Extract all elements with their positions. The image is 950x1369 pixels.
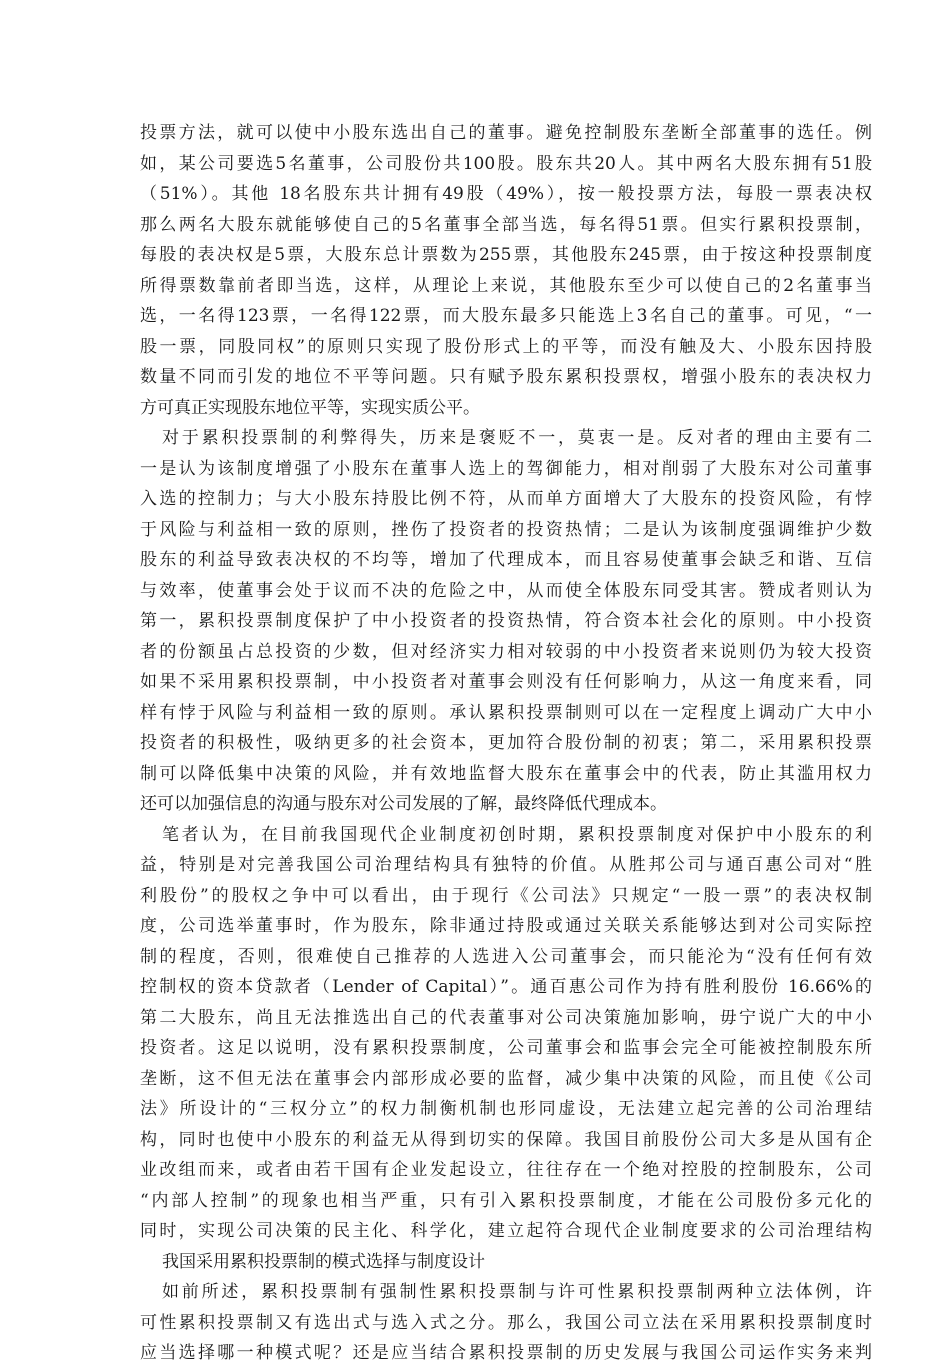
paragraph-cumulative-voting-example [140, 118, 872, 423]
text-line: 那么两名大股东就能够使自己的5名董事全部当选，每名得51票。但实行累积投票制， [140, 214, 872, 235]
text-line: 益，特别是对完善我国公司治理结构具有独特的价值。从胜邦公司与通百惠公司对“胜 [140, 855, 872, 875]
text-line: 垄断，这不但无法在董事会内部形成必要的监督，减少集中决策的风险，而且使《公司 [140, 1068, 872, 1089]
text-line: 如，某公司要选5名董事，公司股份共100股。股东共20人。其中两名大股东拥有51股 [140, 153, 872, 174]
text-line: 业改组而来，或者由若干国有企业发起设立，往往存在一个绝对控股的控制股东，公司 [140, 1160, 872, 1180]
text-line: 第一，累积投票制度保护了中小投资者的投资热情，符合资本社会化的原则。中小投资 [140, 611, 872, 631]
text-line: 投票方法，就可以使中小股东选出自己的董事。避免控制股东垄断全部董事的选任。例 [140, 123, 872, 143]
text-line: 数量不同而引发的地位不平等问题。只有赋予股东累积投票权，增强小股东的表决权力 [140, 367, 872, 387]
text-line: 对于累积投票制的利弊得失，历来是褒贬不一，莫衷一是。反对者的理由主要有二 [162, 428, 872, 448]
text-line: 如前所述，累积投票制有强制性累积投票制与许可性累积投票制两种立法体例，许 [162, 1282, 872, 1302]
text-line: 利股份”的股权之争中可以看出，由于现行《公司法》只规定“一股一票”的表决权制 [140, 885, 872, 906]
text-line: 样有悖于风险与利益相一致的原则。承认累积投票制则可以在一定程度上调动广大中小 [140, 702, 872, 723]
text-line: 控制权的资本贷款者（Lender of Capital）”。通百惠公司作为持有胜利股份 16.66%的 [140, 977, 872, 997]
text-line: 投资者。这足以说明，没有累积投票制度，公司董事会和监事会完全可能被控制股东所 [140, 1038, 872, 1058]
text-line: 一是认为该制度增强了小股东在董事人选上的驾御能力，相对削弱了大股东对公司董事 [140, 458, 872, 479]
paragraph-author-opinion [140, 820, 872, 1247]
text-line: “内部人控制”的现象也相当严重，只有引入累积投票制度，才能在公司股份多元化的 [140, 1190, 872, 1211]
text-line: 每股的表决权是5票，大股东总计票数为255票，其他股东245票，由于按这种投票制度 [140, 245, 872, 265]
text-line: 股一票，同股同权”的原则只实现了股份形式上的平等，而没有触及大、小股东因持股 [140, 336, 872, 357]
text-line: 投资者的积极性，吸纳更多的社会资本，更加符合股份制的初衷；第二，采用累积投票 [140, 733, 872, 753]
paragraph-model-selection [140, 1277, 872, 1369]
document-body [140, 118, 872, 1369]
text-line: 选，一名得123票，一名得122票，而大股东最多只能选上3名自己的董事。可见，“一 [140, 306, 872, 326]
text-line: 方可真正实现股东地位平等，实现实质公平。 [140, 397, 480, 418]
text-line: （51%）。其他 18名股东共计拥有49股（49%），按一般投票方法，每股一票表决权 [140, 184, 872, 204]
section-heading: 我国采用累积投票制的模式选择与制度设计 [162, 1251, 485, 1272]
text-line: 股东的利益导致表决权的不均等，增加了代理成本，而且容易使董事会缺乏和谐、互信 [140, 550, 872, 570]
text-line: 制可以降低集中决策的风险，并有效地监督大股东在董事会中的代表，防止其滥用权力 [140, 763, 872, 784]
text-line: 同时，实现公司决策的民主化、科学化，建立起符合现代企业制度要求的公司治理结构 [140, 1221, 872, 1241]
text-line: 构，同时也使中小股东的利益无从得到切实的保障。我国目前股份公司大多是从国有企 [140, 1129, 872, 1150]
text-line: 于风险与利益相一致的原则，挫伤了投资者的投资热情；二是认为该制度强调维护少数 [140, 519, 872, 540]
text-line: 与效率，使董事会处于议而不决的危险之中，从而使全体股东同受其害。赞成者则认为 [140, 580, 872, 601]
paragraph-pros-and-cons [140, 423, 872, 820]
text-line: 者的份额虽占总投资的少数，但对经济实力相对较弱的中小投资者来说则仍为较大投资 [140, 641, 872, 662]
text-line: 应当选择哪一种模式呢？还是应当结合累积投票制的历史发展与我国公司运作实务来判 [140, 1343, 872, 1363]
text-line: 所得票数靠前者即当选，这样，从理论上来说，其他股东至少可以使自己的2名董事当 [140, 275, 872, 296]
text-line: 制的程度，否则，很难使自己推荐的人选进入公司董事会，而只能沦为“没有任何有效 [140, 946, 872, 967]
text-line: 可性累积投票制又有选出式与选入式之分。那么，我国公司立法在采用累积投票制度时 [140, 1312, 872, 1333]
text-line: 第二大股东，尚且无法推选出自己的代表董事对公司决策施加影响，毋宁说广大的中小 [140, 1007, 872, 1028]
text-line: 如果不采用累积投票制，中小投资者对董事会则没有任何影响力，从这一角度来看，同 [140, 672, 872, 692]
text-line: 入选的控制力；与大小股东持股比例不符，从而单方面增大了大股东的投资风险，有悖 [140, 489, 872, 509]
text-line: 还可以加强信息的沟通与股东对公司发展的了解，最终降低代理成本。 [140, 794, 667, 814]
text-line: 度，公司选举董事时，作为股东，除非通过持股或通过关联关系能够达到对公司实际控 [140, 916, 872, 936]
text-line: 笔者认为，在目前我国现代企业制度初创时期，累积投票制度对保护中小股东的利 [162, 824, 872, 845]
text-line: 法》所设计的“三权分立”的权力制衡机制也形同虚设，无法建立起完善的公司治理结 [140, 1099, 872, 1119]
